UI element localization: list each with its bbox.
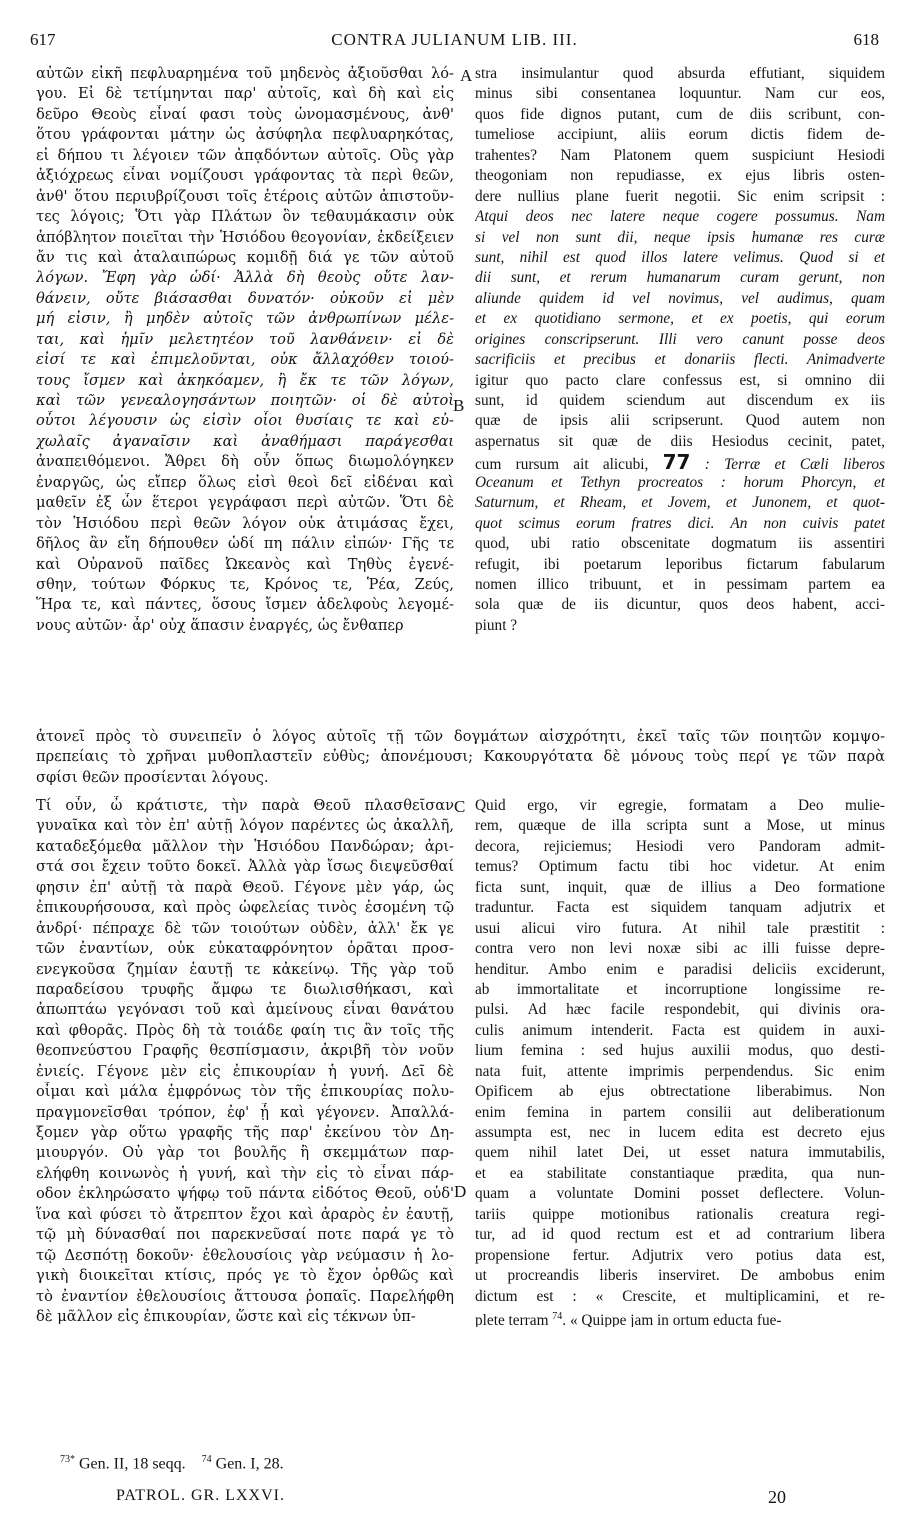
- greek-line: πραγμονεῖσθαι τρόπον, ἐφ' ᾗ καὶ γέγονεν. Ἀπαλλά-: [36, 1103, 454, 1121]
- latin-line: temus? Optimum factu tibi hoc videtur. At enim: [475, 858, 885, 876]
- greek-line: οἶμαι καὶ μάλα ἐμφρόνως τὸν τῆς ἐπικουρίας πολυ-: [36, 1083, 454, 1101]
- greek-line: ξομεν γὰρ οὕτω γραφῆς τῆς παρ' ἐκείνου τὸν Δη-: [36, 1124, 454, 1141]
- footnote-1-number: 73*: [60, 1454, 75, 1465]
- latin-line: quod, ubi ratio obscenitate dogmatum iis assentiri: [475, 535, 885, 553]
- series-signature: PATROL. GR. LXXVI.: [116, 1487, 285, 1504]
- latin-column-top: [475, 64, 885, 636]
- greek-line: τὸ ἐναντίον ἐθελουσίοις ἄττουσα ῥοπαῖς. Παρελήφθη: [36, 1287, 454, 1305]
- latin-line: origines conscripserunt. Illi vero canunt posse deos: [475, 330, 885, 348]
- section-marker-d: D: [454, 1182, 467, 1201]
- latin-line: theogoniam non repudiasse, ex ejus libris osten-: [475, 167, 885, 185]
- greek-line: ἀνδρί· πέπραχε δὲ τῶν τοιούτων οὐδὲν, ἀλλ' ἔκ γε: [36, 919, 454, 937]
- reference-number: 77: [662, 452, 691, 473]
- latin-line-text: plete terram: [475, 1312, 553, 1328]
- latin-line: rem, quæque de illa scripta sunt a Mose, ut minus: [475, 817, 885, 835]
- latin-line: quem nihil latet Dei, ut esset natura immutabilis,: [475, 1144, 885, 1162]
- greek-line: καὶ τῶν γενεαλογησάντων ποιητῶν· οἱ δὲ αὐτοὶ: [36, 392, 454, 409]
- latin-line: ut procreandis liberis inserviret. De ambobus enim: [475, 1267, 885, 1285]
- latin-line: sunt, nihil est quod illos latere velimus. Quod si et: [475, 248, 885, 266]
- greek-line: ται, καὶ ἡμῖν μελετητέον τοῦ λανθάνειν· εἰ δὲ: [36, 330, 454, 348]
- section-marker-c: C: [454, 797, 466, 816]
- footnote-1-text: Gen. II, 18 seqq.: [79, 1455, 186, 1473]
- greek-line: ἵνα καὶ φύσει τὸ ἄτρεπτον ἔχοι καὶ ἀραρὸς ἐν ἑαυτῇ,: [36, 1205, 454, 1223]
- greek-line: γυναῖκα καὶ τὸν ἐπ' αὐτῇ λόγον παρέντες ὡς ἀκαλλῆ,: [36, 817, 454, 835]
- greek-line: ἐνιείς. Γέγονε μὲν εἰς ἐπικουρίαν ἡ γυνή. Δεῖ δὲ: [36, 1062, 454, 1080]
- greek-line: ἀναπειθόμενοι. Ἄθρει δὴ οὖν ὅπως διωμολόγηκεν: [36, 453, 454, 471]
- latin-line: aliunde quidem id vel novimus, vel audimus, quam: [475, 289, 885, 307]
- latin-line: sunt, id quidem sciendum aut discendum ex iis: [475, 392, 885, 409]
- greek-line: θάνειν, οὔτε βιάσασθαι δυνατόν· οὐκοῦν εἰ μὲν: [36, 289, 454, 307]
- latin-line: minus sibi consentanea loquuntur. Nam cur eos,: [475, 85, 885, 103]
- latin-line: tariis quippe motionibus rationalis creatura regi-: [475, 1205, 885, 1223]
- latin-line: tumeliose accipiunt, aliis eorum dictis fidem de-: [475, 126, 885, 144]
- greek-line: Ἥρα τε, καὶ πάντες, ὅσους ἴσμεν ἀδελφοὺς λεγομέ-: [36, 596, 454, 614]
- latin-line: dictum est : « Crescite, et multiplicamini, et re-: [475, 1287, 885, 1305]
- greek-line: παραδείσου τρυφῆς ἄμφω τε διωλισθήκασι, καὶ: [36, 980, 454, 998]
- latin-line: Oceanum et Tethyn procreatos : horum Phorcyn, et: [475, 473, 885, 491]
- greek-line: πρεπείαις τὸ χρῆναι μυθοπλαστεῖν εὐθὺς; ἀπονέμουσι; Κακουργότατα δὲ μόνους τοὺς περί γε τῶν παρὰ: [36, 748, 885, 766]
- latin-line: stra insimulantur quod absurda effutiant, siquidem: [475, 65, 885, 82]
- latin-line: propensione fertur. Adjutrix vero potius data est,: [475, 1246, 885, 1264]
- latin-line: decora, rejiciemus; Hesiodi vero Pandoram admit-: [475, 837, 885, 855]
- greek-line: φησιν ἐπ' αὐτῇ τὰ παρὰ Θεοῦ. Γέγονε μὲν γάρ, ὡς: [36, 878, 454, 896]
- latin-line-text: . « Quippe jam in ortum educta fue-: [562, 1312, 782, 1328]
- greek-line: ἀπωπτάω γεγόνασι τοῦ καὶ ἀμείνους εἶναι θανάτου: [36, 1001, 454, 1019]
- latin-line: nata fuit, attente imprimis perpendendus. Sic enim: [475, 1062, 885, 1080]
- greek-column-top: [36, 64, 454, 636]
- greek-line: ελήφθη κοινωνὸς ἡ γυνή, καὶ τὴν εἰς τὸ εἶναι πάρ-: [36, 1164, 454, 1182]
- latin-line: aspernatus sit quæ de diis Hesiodus cecinit, patet,: [475, 432, 885, 450]
- greek-line: μή εἰσιν, ἢ μηδὲν αὐτοῖς τῶν ἀνθρωπίνων μέλε-: [36, 310, 454, 328]
- latin-line: henditur. Ambo enim e paradisi deliciis exciderunt,: [475, 960, 885, 978]
- greek-line: εἰσί τε καὶ ἐπιμελοῦνται, οὐκ ἄλλαχόθεν τοιού-: [36, 351, 454, 369]
- latin-line: [475, 1307, 885, 1327]
- greek-line: ἀνθ' ὅτου περιυβρίζουσι τοῖς ἑτέροις αὐτῶν ἀπιστοῦν-: [36, 187, 454, 205]
- latin-line: ab immortalitate et incorruptione longissime re-: [475, 980, 885, 998]
- greek-line: τῷ Δεσπότῃ δοκοῦν· ἐθελουσίοις γὰρ νεύμασιν ἡ λο-: [36, 1246, 454, 1264]
- greek-line: καὶ Οὐρανοῦ παῖδες Ὠκεανὸς καὶ Τηθὺς ἐγενέ-: [36, 555, 454, 573]
- latin-line: pulsi. Ad hæc facile respondebit, qui divinis ora-: [475, 1001, 885, 1019]
- greek-line: ὅτου γράφονται μάτην ὡς ἀσύφηλα πεφλυαρηκότας,: [36, 126, 454, 144]
- latin-line: tur, ad id quod rectum est et ad contrarium libera: [475, 1226, 885, 1244]
- greek-line: ἀξιόχρεως εἶναι νομίζουσι γράφοντας τὰ περὶ θεῶν,: [36, 167, 454, 185]
- latin-line: traduntur. Facta est siquidem tanquam adjutrix et: [475, 899, 885, 917]
- greek-line: τὸν Ἡσιόδου περὶ θεῶν λόγον οὐκ ἀτιμάσας ἔχει,: [36, 514, 454, 532]
- footnote-2-number: 74: [201, 1454, 212, 1465]
- latin-line: piunt ?: [475, 616, 518, 634]
- latin-line: dii sunt, et rerum humanarum curam gerunt, non: [475, 269, 885, 287]
- greek-line: τῶν ἐναντίων, οὐκ εὐκαταφρόνητον ὁρᾶται προσ-: [36, 940, 454, 958]
- greek-line: λόγων. Ἔφη γὰρ ὡδί· Ἀλλὰ δὴ θεοὺς οὔτε λαν-: [36, 269, 454, 287]
- latin-line-text: cum rursum ait alicubi,: [475, 456, 663, 473]
- latin-line: lium femina : sed hujus auxilii modus, quo desti-: [475, 1042, 885, 1060]
- latin-line: sacrificiis et precibus et donariis flecti. Animadverte: [475, 351, 885, 369]
- greek-line: ενεγκοῦσα ζημίαν ἑαυτῇ τε κἀκείνῳ. Τῆς γὰρ τοῦ: [36, 960, 454, 978]
- latin-line: quæ de ipsis alii scripserunt. Quod autem non: [475, 412, 885, 430]
- latin-line: sola quæ de iis dicuntur, quos deos habent, acci-: [475, 596, 885, 614]
- greek-line: τῷ μὴ δύνασθαί ποι παρεκνεῦσαί ποτε παρά γε τὸ: [36, 1226, 454, 1244]
- greek-line: ἀτονεῖ πρὸς τὸ συνειπεῖν ὁ λόγος αὐτοῖς τῇ τῶν δογμάτων αἰσχρότητι, ἐκεῖ ταῖς τῶν ποιητῶν κομψο-: [36, 728, 885, 745]
- latin-line: [475, 452, 885, 472]
- latin-line: Quid ergo, vir egregie, formatam a Deo mulie-: [475, 797, 885, 814]
- footnote-2-text: Gen. I, 28.: [215, 1455, 284, 1473]
- latin-line: quos fide dignos putant, cum de diis scribunt, con-: [475, 105, 885, 123]
- latin-line: dere nullius plane fuerit negotii. Sic enim scripsit :: [475, 187, 885, 205]
- greek-line: τους ἴσμεν καὶ ἀκηκόαμεν, ἢ ἔκ τε τῶν λόγων,: [36, 371, 454, 389]
- footnotes: [60, 1454, 284, 1473]
- latin-line: enim femina in partem consilii aut deliberationum: [475, 1103, 885, 1121]
- latin-line: contra vero non levi noxæ sibi ac illi fuisse depre-: [475, 940, 885, 958]
- greek-line: ἐναργῶς, ὡς εἴπερ ὅλως εἰσὶ θεοὶ δεῖ εἰδέναι καὶ: [36, 473, 454, 491]
- greek-line: δὲ μᾶλλον εἰς ἐπικουρίαν, ὥστε καὶ εἰς τέκνων ὑπ-: [36, 1307, 416, 1325]
- footnote-ref: 74: [552, 1310, 563, 1322]
- latin-line: refugit, ibi poetarum leporibus fictarum fabularum: [475, 555, 885, 573]
- greek-line: στά σοι ἔχειν τοῦτο δοκεῖ. Ἀλλὰ γὰρ ἴσως διεψεῦσθαί: [36, 858, 454, 876]
- latin-line: Opificem ab ejus obtrectatione liberabimus. Non: [475, 1083, 885, 1101]
- greek-line: θεοπνεύστου Γραφῆς θεσπίσμασιν, ἀκριβῆ τὸν νοῦν: [36, 1042, 454, 1060]
- greek-line: Τί οὖν, ὦ κράτιστε, τὴν παρὰ Θεοῦ πλασθεῖσαν: [36, 797, 454, 814]
- latin-line: et ea stabilitate constantiaque prædita, qua nun-: [475, 1164, 885, 1182]
- greek-line: τες λόγοις; Ὅτι γὰρ Πλάτων ὃν τεθαυμάκασιν οὐκ: [36, 208, 454, 226]
- greek-line: γικὴ διοικεῖται κτίσις, πρός γε τὸ ἔχον ὀρθῶς καὶ: [36, 1267, 454, 1285]
- latin-line: si vel non sunt dii, neque ipsis humanæ res curæ: [475, 228, 885, 246]
- latin-line: quam a voluntate Domini posset deflectere. Volun-: [475, 1185, 885, 1203]
- latin-line: Saturnum, et Rheam, et Jovem, et Junonem, et quot-: [475, 494, 885, 512]
- greek-line: αὐτῶν εἰκῆ πεφλυαρημένα τοῦ μηδενὸς ἀξιοῦσθαι λό-: [36, 65, 454, 82]
- page-number-left: 617: [30, 30, 56, 49]
- greek-line: οὗτοι λέγουσιν ὡς εἰσὶν οἷοι θυσίαις τε καὶ εὐ-: [36, 412, 454, 430]
- greek-line: καὶ φθορᾶς. Πρὸς δὴ τὰ τοιάδε φαίη τις ἂν τοῖς τῆς: [36, 1021, 454, 1039]
- greek-line: οδον ἐκληρώσατο ψήφῳ τοῦ πάντα εἰδότος Θεοῦ, οὐδ': [36, 1185, 454, 1203]
- greek-line: μαθεῖν ἐξ ὧν ἕτεροι γεγράφασι περὶ αὐτῶν. Ὅτι δὲ: [36, 494, 454, 512]
- greek-line: μιουργόν. Οὐ γὰρ τοι βουλῆς ἢ σκεμμάτων παρ-: [36, 1144, 454, 1162]
- greek-line: εἰ δήπου τι λέγοιεν τῶν ἀπᾳδόντων αὐτοῖς. Οὓς γὰρ: [36, 146, 454, 164]
- page-number-right: 618: [853, 30, 879, 49]
- latin-line: assumpta est, nec in lucem edita est decreto ejus: [475, 1124, 885, 1141]
- greek-line: δεῦρο Θεοὺς εἶναί φασι τοὺς ὠνομασμένους, ἀνθ': [36, 105, 454, 123]
- greek-line: σφίσι θεῶν προσίενται λόγους.: [36, 768, 269, 786]
- latin-line-text: : Terræ et Cæli liberos: [690, 456, 885, 473]
- latin-line: quot scimus eorum fratres dici. An non cuivis patet: [475, 514, 885, 532]
- latin-line: ficta sunt, inquit, quæ de illius a Deo formatione: [475, 878, 885, 896]
- latin-line: usui alicui viro futura. At nihil tale præstitit :: [475, 919, 885, 937]
- latin-line: trahentes? Nam Platonem quem suspiciunt Hesiodi: [475, 146, 885, 164]
- greek-line: δῆλος ἂν εἴη δήπουθεν ὡδί πη πάλιν εἰπών· Γῆς τε: [36, 535, 454, 553]
- running-title: CONTRA JULIANUM LIB. III.: [331, 30, 578, 49]
- latin-line: nomen illico tribuunt, et in pessimam partem ea: [475, 575, 885, 593]
- latin-line: Atqui deos nec latere neque cogere possumus. Nam: [475, 208, 885, 226]
- greek-line: γου. Εἰ δὲ τετίμηνται παρ' αὐτοῖς, καὶ δὴ καὶ εἰς: [36, 85, 454, 103]
- greek-column-bottom: [36, 796, 454, 1327]
- greek-line: χωλαῖς ἀγαναῖσιν καὶ ἀναθήμασι παράγεσθαι: [36, 432, 454, 450]
- section-marker-a: A: [460, 66, 473, 85]
- greek-line: σθην, τούτων Φόρκυς τε, Κρόνος τε, Ῥέα, Ζεύς,: [36, 575, 454, 593]
- greek-line: νους αὐτῶν· ἆρ' οὐχ ἅπασιν ἐναργές, ὡς ἔνθαπερ: [36, 616, 404, 634]
- latin-line: et ex quotidiano sermone, et ex poetis, qui eorum: [475, 310, 885, 328]
- greek-line: ἀπόβλητον ποιεῖται τὴν Ἡσιόδου θεογονίαν, ἐκδείξειεν: [36, 228, 454, 246]
- greek-line: ἄν τις καὶ ἀταλαιπώρως κομιδῇ διά γε τῶν αὐτοῦ: [36, 248, 454, 266]
- sheet-signature: 20: [768, 1487, 786, 1507]
- greek-line: καταδεξόμεθα μᾶλλον τὴν Ἡσιόδου Πανδώραν; ἀρι-: [36, 837, 454, 855]
- latin-column-bottom: [475, 796, 885, 1327]
- greek-line: ἐπικουρήσουσα, καὶ πρὸς ὠφελείας τινὸς ἐσομένη τῷ: [36, 899, 454, 917]
- latin-line: culis animum intenderit. Facta est quidem in auxi-: [475, 1021, 885, 1039]
- running-header: [30, 30, 879, 54]
- latin-line: igitur quo pacto clare confessus est, si omnino dii: [475, 371, 885, 389]
- section-marker-b: B: [453, 396, 465, 415]
- full-width-greek-lines: [36, 727, 885, 788]
